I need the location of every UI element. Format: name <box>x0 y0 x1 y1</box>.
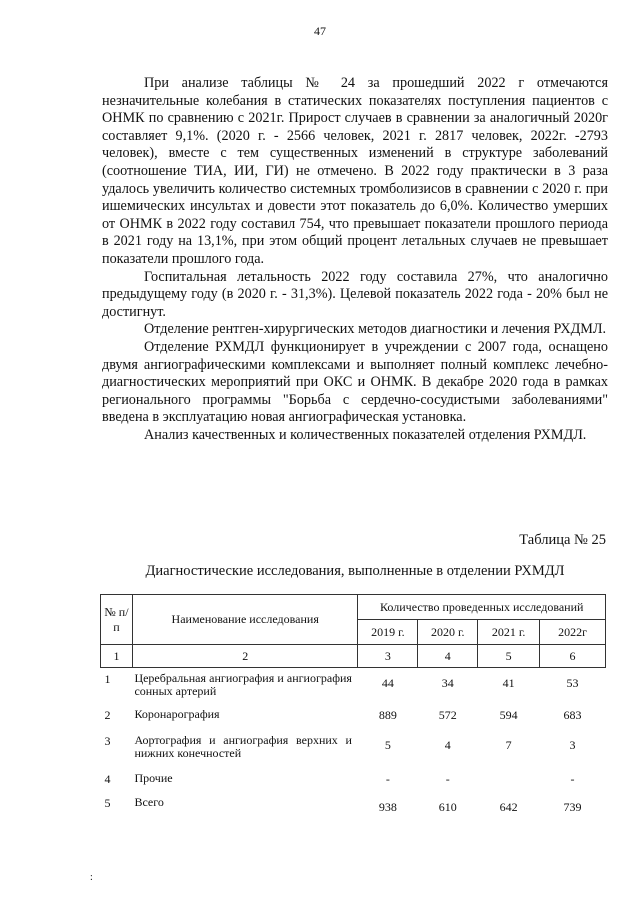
header-name: Наименование исследования <box>132 595 358 645</box>
margin-mark: : <box>90 872 93 883</box>
value-cell: 44 <box>381 676 394 690</box>
study-name: Коронарография <box>134 706 220 721</box>
table-row <box>101 730 606 768</box>
index-cell: 4 <box>418 645 478 668</box>
value-cell: 41 <box>502 676 515 690</box>
paragraph: Анализ качественных и количественных показателей отделения РХМДЛ. <box>144 426 587 443</box>
study-name: Церебральная ангиография и ангиография сонных артерий <box>134 671 352 698</box>
value-cell: 739 <box>563 799 582 814</box>
value-cell: 7 <box>505 737 512 752</box>
header-year: 2019 г. <box>358 620 418 645</box>
table-row <box>101 792 606 818</box>
value-cell: 34 <box>441 676 454 690</box>
index-cell: 5 <box>478 645 540 668</box>
value-cell: 889 <box>378 707 397 722</box>
table-row <box>101 768 606 792</box>
value-cell: - <box>385 771 390 786</box>
row-number: 4 <box>104 771 111 786</box>
value-cell: 938 <box>378 799 397 814</box>
value-cell: 683 <box>563 707 582 722</box>
value-cell: 572 <box>438 707 457 722</box>
value-cell: 4 <box>444 737 451 752</box>
index-cell: 2 <box>132 645 358 668</box>
paragraph: При анализе таблицы № 24 за прошедший 2022 г отмечаются незначительные колебания в статических показателях поступления пациентов с ОНМК по сравнению с 2021г. Прирост случаев в сравнении за аналогичный 2020г составляет 9,1%. (2020 г. - 2566 человек, 2021 г. 2817 человек, 2022г. -2793 человек), вместе с тем существенных изменений в структуре заболеваний (соотношение ТИА, ИИ, ГИ) не отмечено. В 2022 году практически в 3 раза удалось увеличить количество системных тромболизисов в сравнении с 2020 г. при ишемических инсультах и довести этот показатель до 6,0%. Количество умерших от ОНМК в 2022 году составил 754, что превышает показатели прошлого периода в 2021 году на 13,1%, при этом общий процент летальных случаев не превышает показатели прошлого года. <box>102 75 608 267</box>
row-number: 5 <box>104 795 111 810</box>
value-cell: - <box>445 771 450 786</box>
index-cell: 1 <box>101 645 133 668</box>
value-cell: - <box>570 771 575 786</box>
study-name: Всего <box>134 794 164 809</box>
value-cell: 5 <box>384 737 391 752</box>
studies-table <box>100 594 606 818</box>
row-number: 3 <box>104 733 111 748</box>
table-title: Диагностические исследования, выполненные в отделении РХМДЛ <box>145 563 565 579</box>
table-row <box>101 704 606 730</box>
table-label: Таблица № 25 <box>519 532 606 548</box>
paragraph: Госпитальная летальность 2022 году составила 27%, что аналогично предыдущему году (в 2020 г. - 31,3%). Целевой показатель 2022 года - 20% был не достигнут. <box>102 268 608 320</box>
study-name: Прочие <box>134 770 173 785</box>
value-cell: 594 <box>499 707 518 722</box>
value-cell: 53 <box>566 676 579 690</box>
paragraph: Отделение рентген-хирургических методов диагностики и лечения РХДМЛ. <box>144 321 607 338</box>
header-year: 2022г <box>540 620 606 645</box>
value-cell: 610 <box>438 799 457 814</box>
header-group: Количество проведенных исследований <box>358 595 606 620</box>
value-cell <box>478 768 540 792</box>
index-cell: 3 <box>358 645 418 668</box>
study-name: Аортография и ангиография верхних и нижних конечностей <box>134 732 352 760</box>
page-number: 47 <box>314 24 326 38</box>
table-row <box>101 668 606 704</box>
value-cell: 3 <box>569 737 576 752</box>
header-num: № п/п <box>101 595 133 645</box>
row-number: 2 <box>104 707 111 722</box>
header-year: 2021 г. <box>478 620 540 645</box>
index-cell: 6 <box>540 645 606 668</box>
header-year: 2020 г. <box>418 620 478 645</box>
paragraph: Отделение РХМДЛ функционирует в учреждении с 2007 года, оснащено двумя ангиографическими комплексами и выполняет полный комплекс лечебно-диагностических мероприятий при ОКС и ОНМК. В декабре 2020 года в рамках регионального программы "Борьба с сердечно-сосудистыми заболеваниями" введена в эксплуатацию новая ангиографическая установка. <box>102 338 608 426</box>
value-cell: 642 <box>499 799 518 814</box>
row-number: 1 <box>104 672 111 686</box>
body-text <box>102 75 608 444</box>
